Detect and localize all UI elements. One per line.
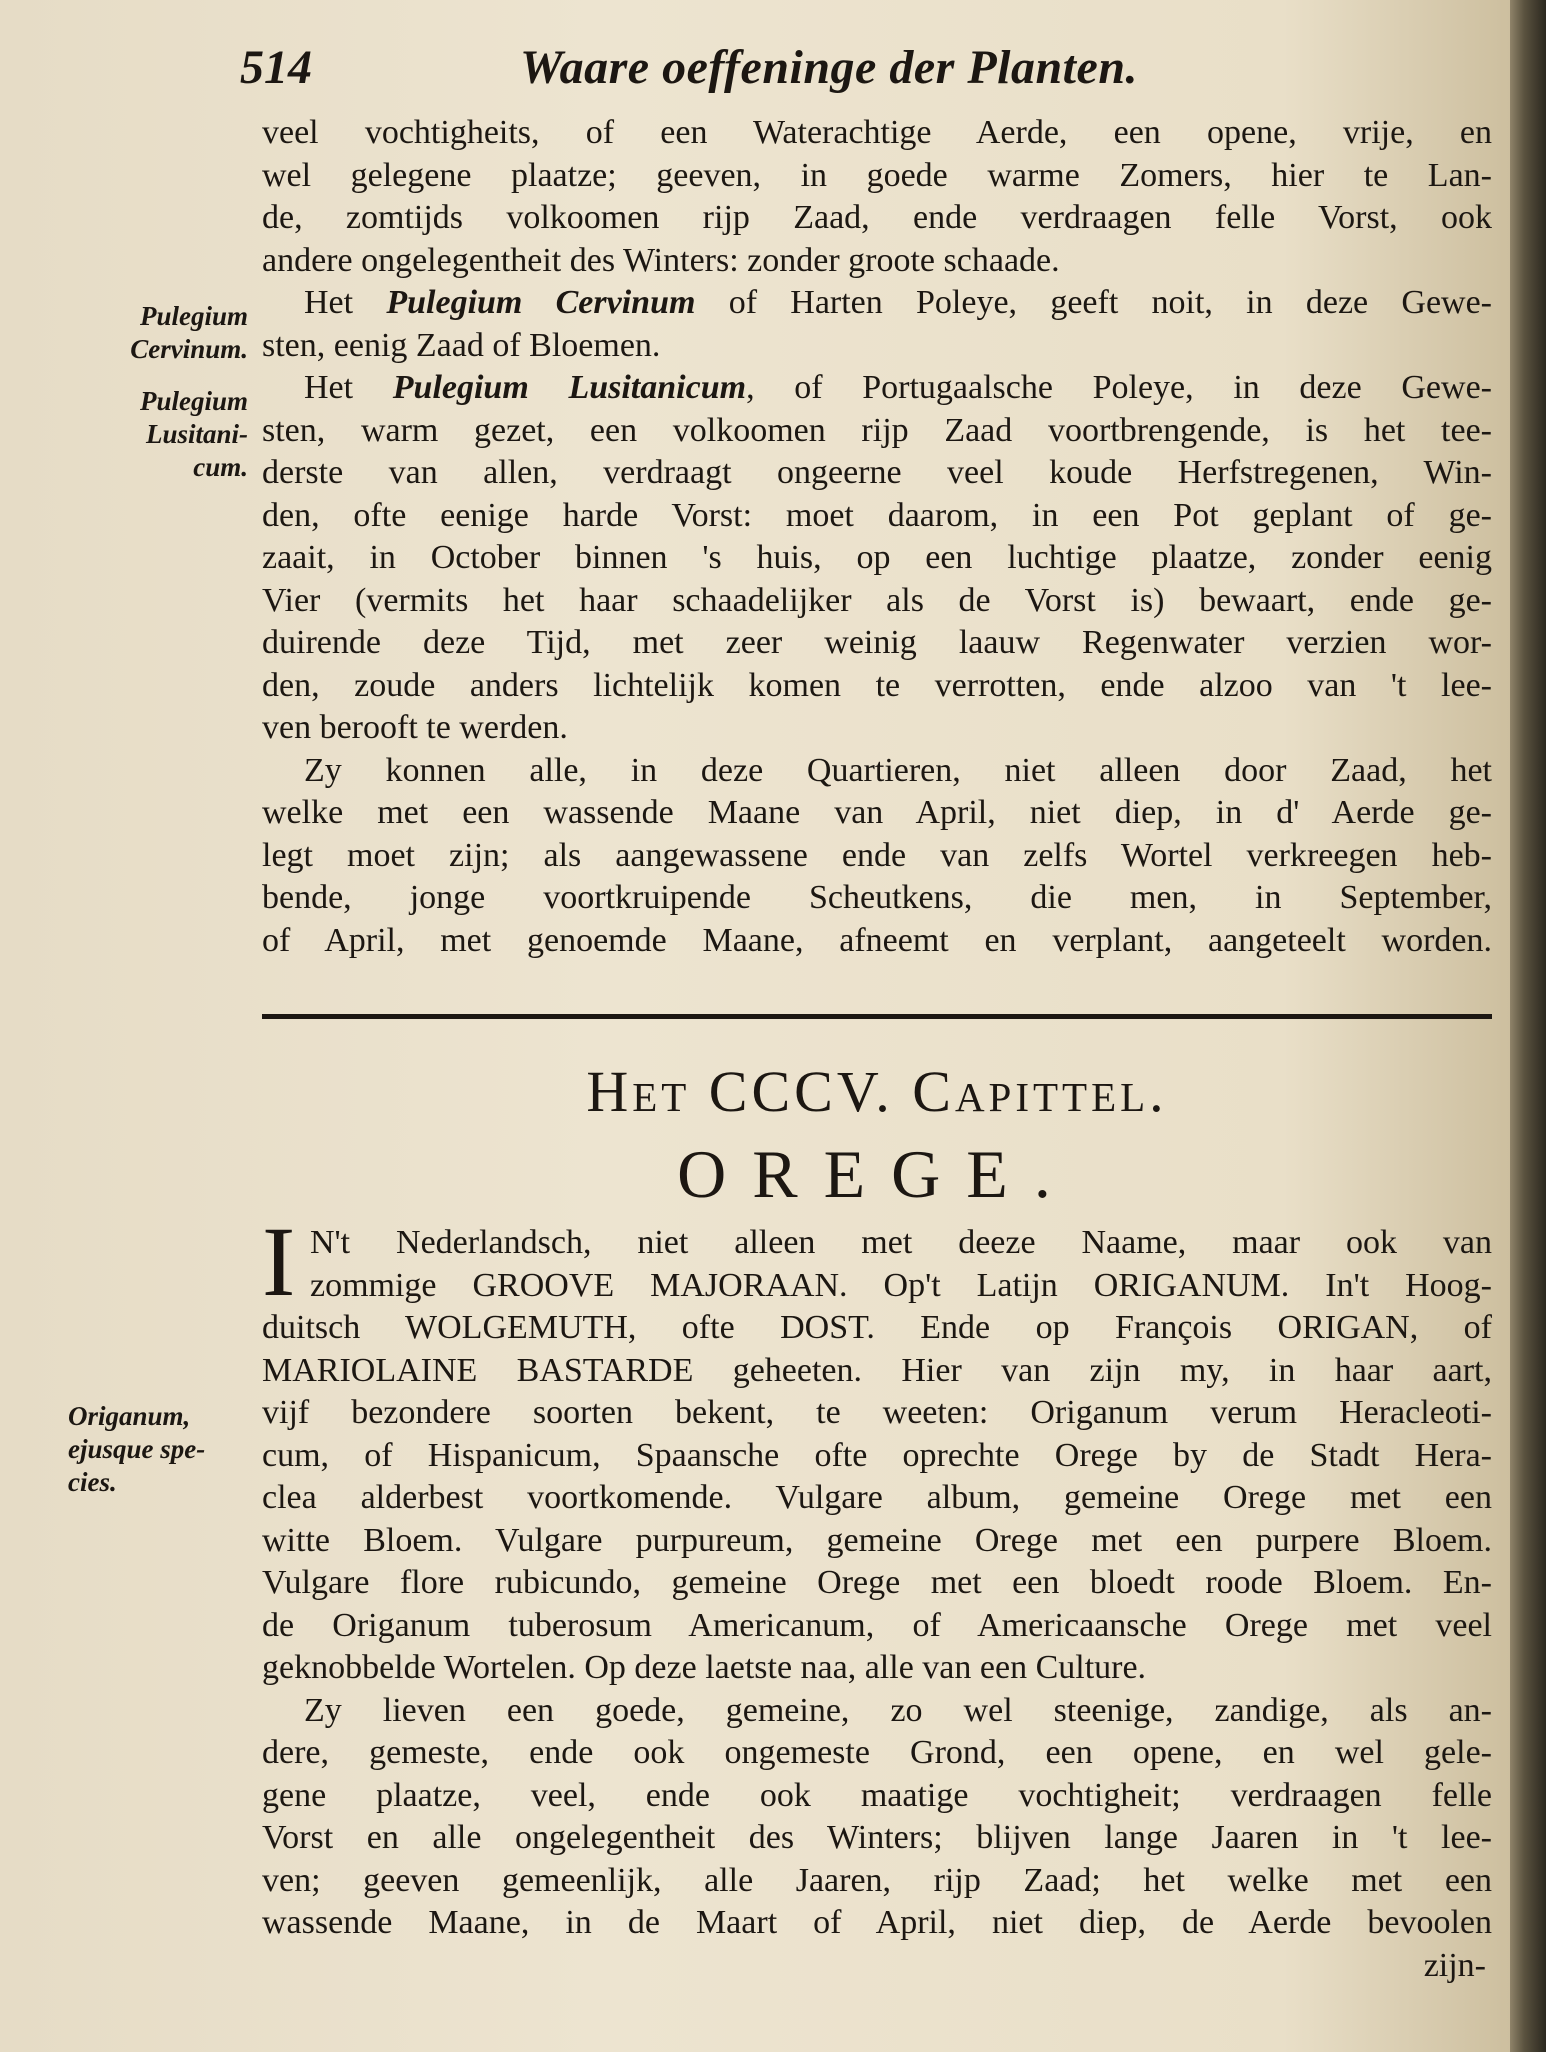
- chapter-heading: Het CCCV. Capittel.: [586, 1059, 1168, 1124]
- text-line: Vier (vermits het haar schaadelijker als de Vorst is) bewaart, ende ge-: [262, 581, 1492, 619]
- running-head: Waare oeffeninge der Planten.: [520, 41, 1139, 94]
- text-line: dere, gemeste, ende ook ongemeste Grond, een opene, en wel gele-: [262, 1734, 1492, 1771]
- text-line: welke met een wassende Maane van April, niet diep, in d' Aerde ge-: [262, 794, 1492, 831]
- text-line: Zy lieven een goede, gemeine, zo wel steenige, zandige, als an-: [304, 1691, 1492, 1729]
- text-line: legt moet zijn; als aangewassene ende van zelfs Wortel verkreegen heb-: [262, 836, 1492, 874]
- text-line: of April, met genoemde Maane, afneemt en verplant, aangeteelt worden.: [262, 921, 1492, 959]
- text-line: den, zoude anders lichtelijk komen te verrotten, ende alzoo van 't lee-: [262, 666, 1492, 704]
- text-line: sten, eenig Zaad of Bloemen.: [262, 326, 661, 364]
- text-line: clea alderbest voortkomende. Vulgare album, gemeine Orege met een: [262, 1479, 1492, 1516]
- species-name: Pulegium Cervinum: [386, 284, 696, 321]
- text-line: gene plaatze, veel, ende ook maatige vochtigheit; verdraagen felle: [262, 1776, 1492, 1814]
- text-fragment: of Harten Poleye, geeft noit, in deze Gewe-: [695, 284, 1492, 321]
- text-fragment: Het: [304, 369, 393, 406]
- text-line: sten, warm gezet, een volkoomen rijp Zaad voortbrengende, is het tee-: [262, 411, 1492, 449]
- margin-note-line: cies.: [68, 1467, 117, 1497]
- text-line: veel vochtigheits, of een Waterachtige Aerde, een opene, vrije, en: [262, 114, 1492, 151]
- margin-note-pulegium-cervinum: [68, 300, 248, 366]
- margin-note-origanum: [68, 1400, 258, 1499]
- text-line: wassende Maane, in de Maart of April, niet diep, de Aerde bevoolen: [262, 1904, 1492, 1941]
- text-line: witte Bloem. Vulgare purpureum, gemeine Orege met een purpere Bloem.: [262, 1521, 1492, 1559]
- text-line: zaait, in October binnen 's huis, op een luchtige plaatze, zonder eenig: [262, 539, 1492, 576]
- margin-note-line: Pulegium: [139, 386, 248, 416]
- text-fragment: Het: [304, 284, 387, 321]
- margin-note-line: cum.: [193, 452, 248, 482]
- catchword: zijn-: [1423, 1946, 1486, 1984]
- text-line: MARIOLAINE BASTARDE geheeten. Hier van zijn my, in haar aart,: [262, 1351, 1492, 1389]
- text-line: ven berooft te werden.: [262, 709, 568, 746]
- margin-note-pulegium-lusitanicum: [68, 385, 248, 484]
- species-name: Pulegium Lusitanicum: [392, 369, 747, 406]
- drop-cap: I: [262, 1206, 296, 1317]
- page-number: 514: [240, 41, 312, 94]
- text-line-lusitanicum: [262, 367, 1492, 410]
- text-line: zommige GROOVE MAJORAAN. Op't Latijn ORIGANUM. In't Hoog-: [310, 1266, 1492, 1304]
- text-line: bende, jonge voortkruipende Scheutkens, die men, in September,: [262, 879, 1492, 916]
- text-block-continued: [262, 112, 1492, 962]
- text-line: cum, of Hispanicum, Spaansche ofte oprechte Orege by de Stadt Hera-: [262, 1436, 1492, 1474]
- text-line: geknobbelde Wortelen. Op deze laetste naa, alle van een Culture.: [262, 1649, 1147, 1686]
- text-fragment: , of Portugaalsche Poleye, in deze Gewe-: [746, 369, 1492, 406]
- text-line: ven; geeven gemeenlijk, alle Jaaren, rijp Zaad; het welke met een: [262, 1861, 1492, 1899]
- text-block-chapter: [262, 1222, 1492, 1987]
- text-line-cervinum: [262, 282, 1492, 325]
- text-line: de Origanum tuberosum Americanum, of Americaansche Orege met veel: [262, 1606, 1492, 1644]
- text-line: Vorst en alle ongelegentheit des Winters; blijven lange Jaaren in 't lee-: [262, 1819, 1492, 1856]
- section-divider: [262, 1014, 1492, 1019]
- chapter-title: OREGE.: [677, 1136, 1077, 1212]
- text-line: N't Nederlandsch, niet alleen met deeze Naame, maar ook van: [310, 1224, 1492, 1261]
- text-line: wel gelegene plaatze; geeven, in goede warme Zomers, hier te Lan-: [262, 156, 1492, 194]
- text-line: duitsch WOLGEMUTH, ofte DOST. Ende op François ORIGAN, of: [262, 1309, 1492, 1346]
- book-edge: [1510, 0, 1546, 2052]
- text-line: andere ongelegentheit des Winters: zonder groote schaade.: [262, 241, 1060, 279]
- text-line: Zy konnen alle, in deze Quartieren, niet alleen door Zaad, het: [304, 751, 1492, 789]
- text-line: Vulgare flore rubicundo, gemeine Orege met een bloedt roode Bloem. En-: [262, 1564, 1492, 1601]
- margin-note-line: ejusque spe-: [68, 1434, 206, 1464]
- text-line: den, ofte eenige harde Vorst: moet daarom, in een Pot geplant of ge-: [262, 496, 1492, 534]
- text-line: de, zomtijds volkoomen rijp Zaad, ende verdraagen felle Vorst, ook: [262, 199, 1492, 236]
- text-line: vijf bezondere soorten bekent, te weeten: Origanum verum Heracleoti-: [262, 1394, 1492, 1431]
- text-line: duirende deze Tijd, met zeer weinig laauw Regenwater verzien wor-: [262, 624, 1492, 661]
- margin-note-line: Cervinum.: [130, 334, 248, 364]
- margin-note-line: Lusitani-: [145, 419, 248, 449]
- text-line: derste van allen, verdraagt ongeerne veel koude Herfstregenen, Win-: [262, 454, 1492, 491]
- margin-note-line: Pulegium: [139, 301, 248, 331]
- page-header: [240, 40, 1240, 110]
- margin-note-line: Origanum,: [68, 1401, 191, 1431]
